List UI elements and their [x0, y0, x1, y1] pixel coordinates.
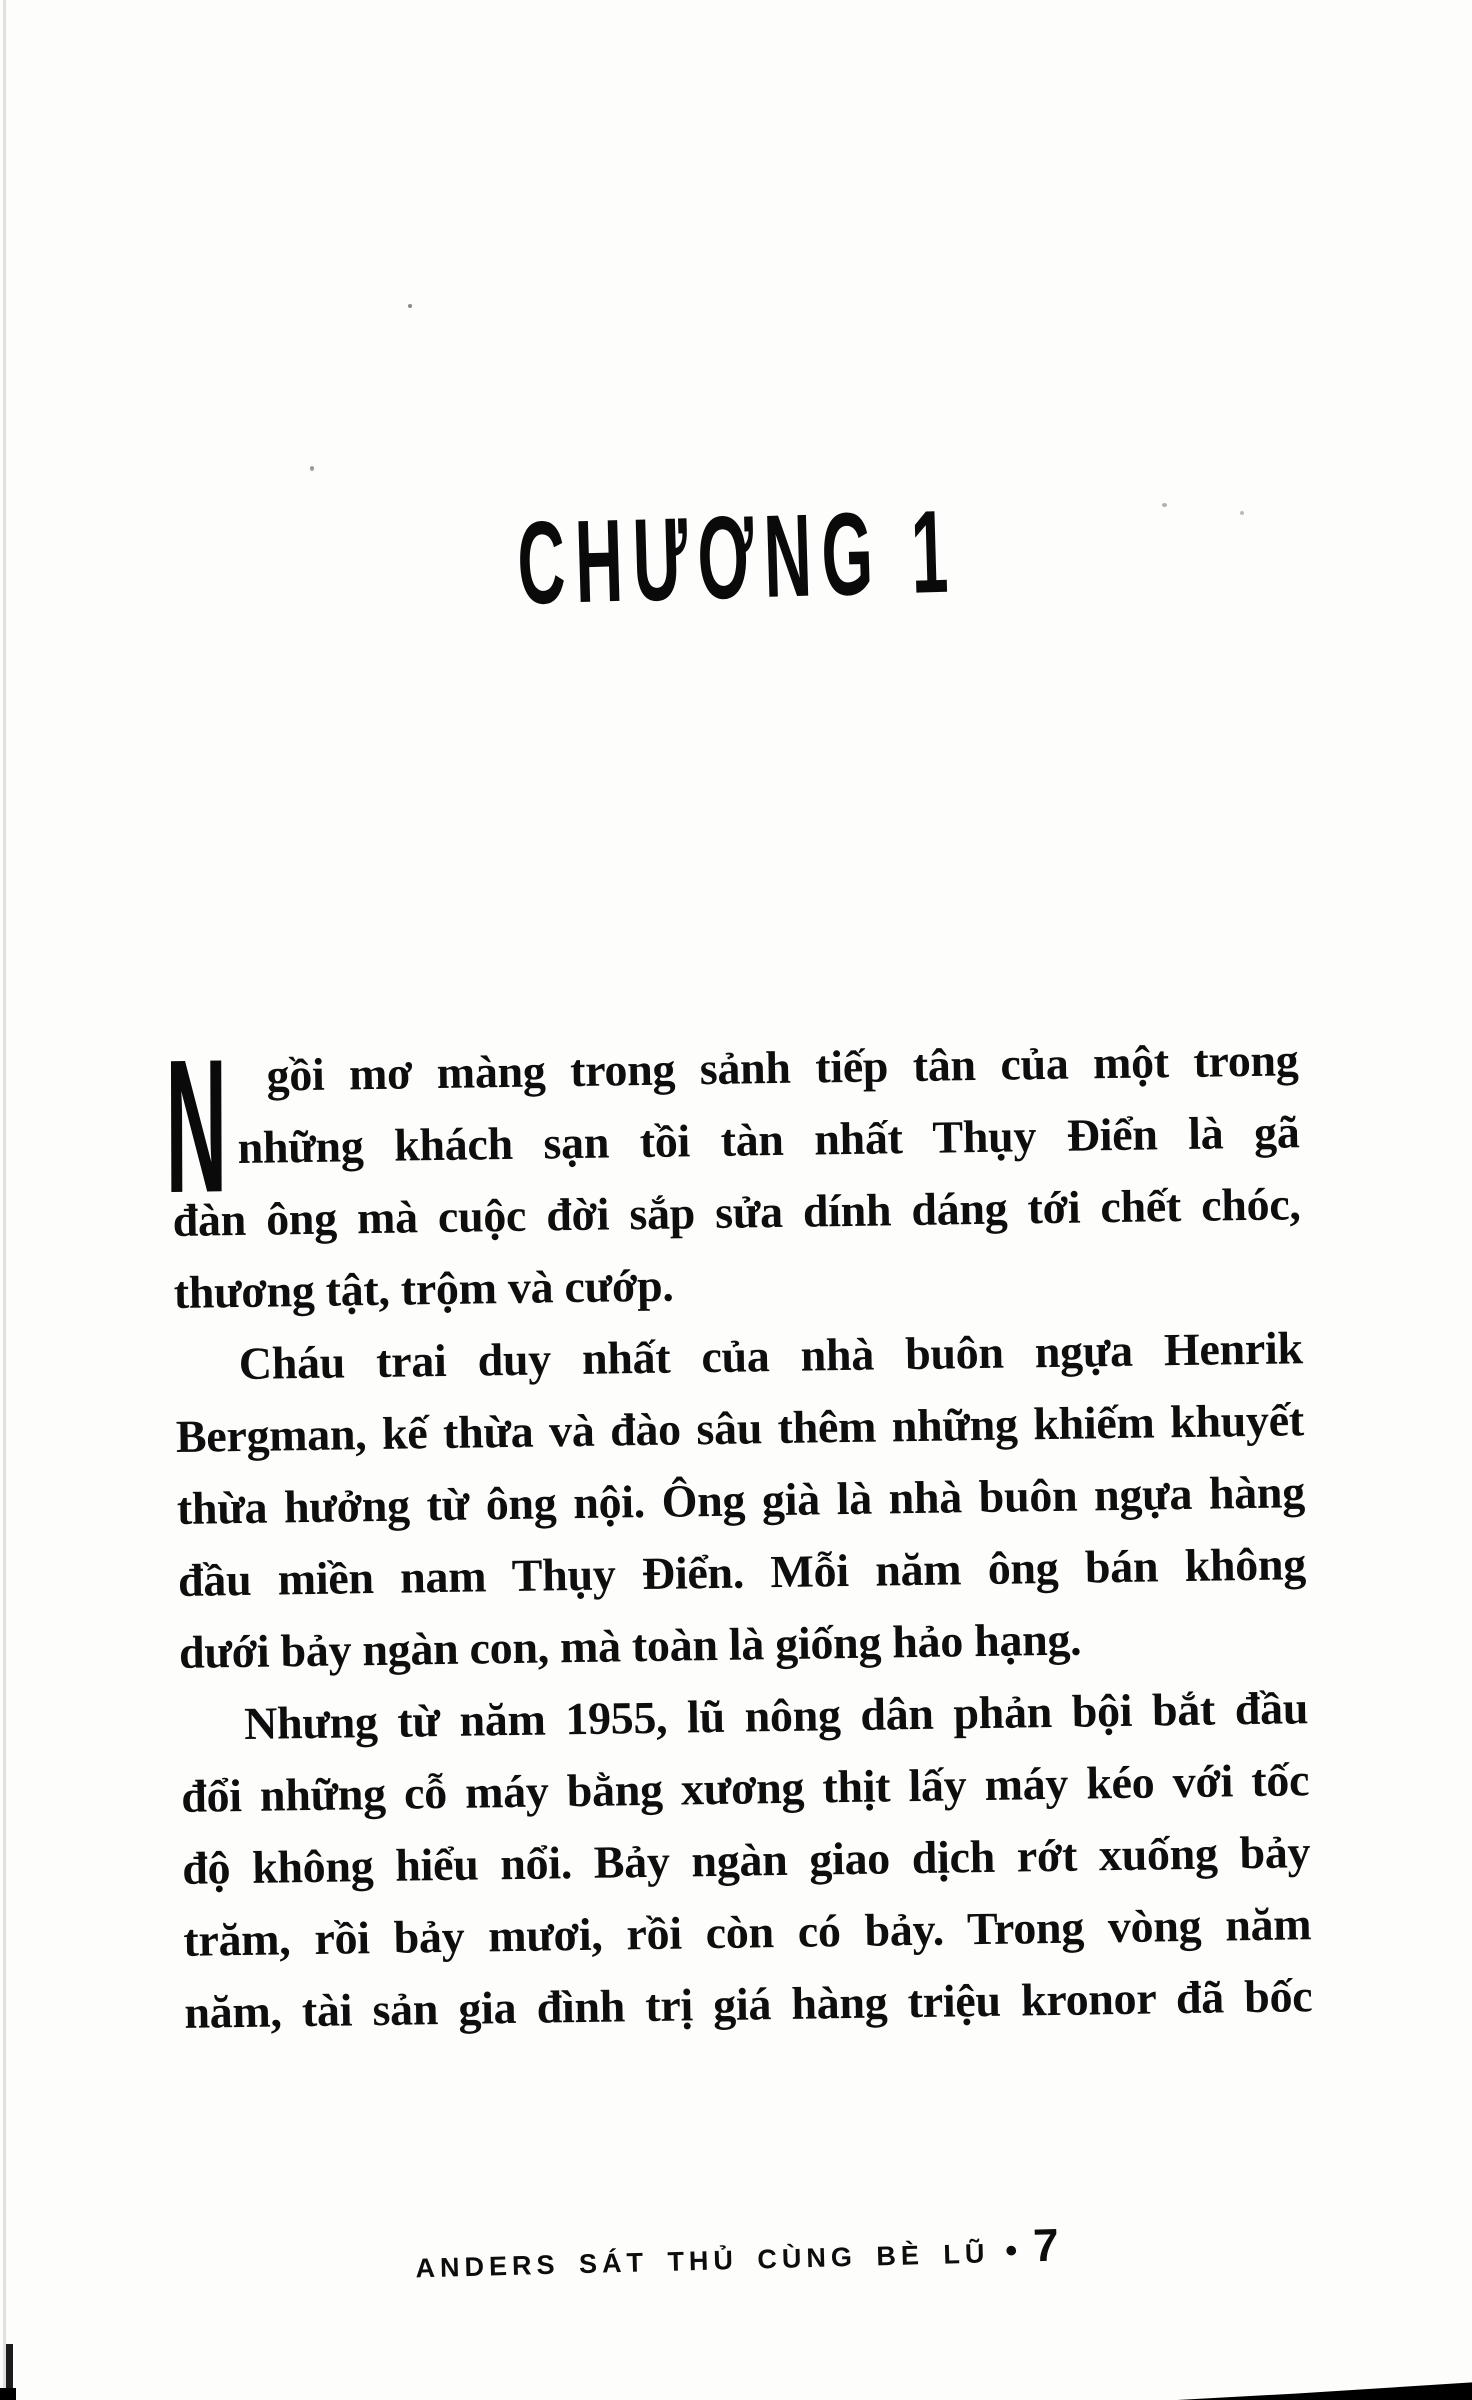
body-text-line: đầu miền nam Thụy Điển. Mỗi năm ông bán không	[177, 1538, 1307, 1606]
footer-book-title: ANDERS SÁT THỦ CÙNG BÈ LŨ	[415, 2238, 990, 2284]
chapter-title: CHƯƠNG 1	[515, 484, 960, 629]
body-text-line: đàn ông mà cuộc đời sắp sửa dính dáng tới chết chóc,	[172, 1178, 1301, 1246]
footer-separator-dot: •	[1004, 2231, 1018, 2270]
scan-corner-shadow	[1177, 2380, 1472, 2400]
body-text-line: thừa hưởng từ ông nội. Ông già là nhà buôn ngựa hàng	[176, 1466, 1306, 1534]
scan-speck	[408, 304, 412, 308]
body-text-line: Nhưng từ năm 1955, lũ nông dân phản bội bắt đầu	[243, 1682, 1309, 1749]
body-text-line: trăm, rồi bảy mươi, rồi còn có bảy. Trong vòng năm	[182, 1898, 1312, 1966]
drop-cap: N	[165, 1020, 228, 1234]
body-text-line: dưới bảy ngàn con, mà toàn là giống hảo hạng.	[178, 1613, 1082, 1678]
scan-speck	[1162, 503, 1167, 507]
body-text-line: gồi mơ màng trong sảnh tiếp tân của một trong	[266, 1034, 1299, 1101]
scan-bottom-left-blob	[0, 2388, 16, 2400]
scan-edge-line	[3, 0, 6, 2400]
scan-speck	[310, 466, 314, 471]
body-text-line: Bergman, kế thừa và đào sâu thêm những khiếm khuyết	[175, 1394, 1305, 1462]
running-footer	[403, 2217, 1070, 2288]
body-text-line: độ không hiểu nổi. Bảy ngàn giao dịch rớt xuống bảy	[181, 1826, 1311, 1894]
footer-page-number: 7	[1032, 2218, 1060, 2272]
scan-speck	[1240, 511, 1244, 515]
body-text	[165, 1020, 1313, 2049]
body-text-line: đổi những cỗ máy bằng xương thịt lấy máy kéo với tốc	[180, 1754, 1310, 1822]
body-text-line: năm, tài sản gia đình trị giá hàng triệu kronor đã bốc	[184, 1970, 1313, 2038]
body-text-line: thương tật, trộm và cướp.	[173, 1259, 674, 1318]
body-text-line: Cháu trai duy nhất của nhà buôn ngựa Henrik	[238, 1322, 1304, 1390]
body-text-line: những khách sạn tồi tàn nhất Thụy Điển là gã	[237, 1106, 1300, 1174]
